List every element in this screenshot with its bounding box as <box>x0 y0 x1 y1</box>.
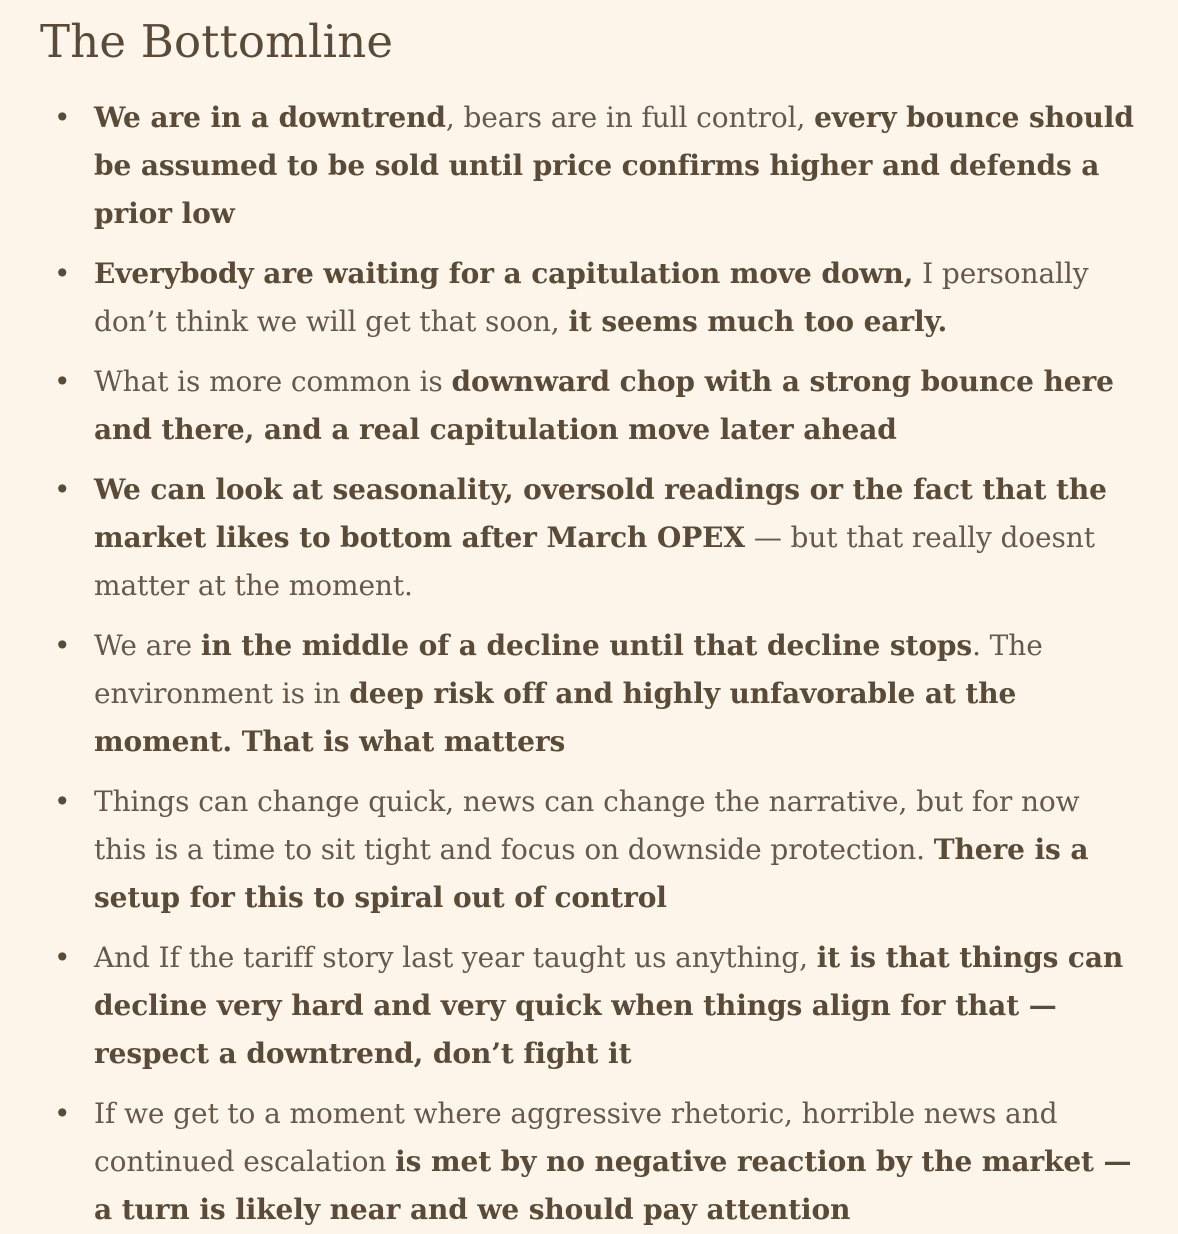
bullet-dot-icon: • <box>54 101 71 134</box>
bold-text-segment: We can look at seasonality, oversold readings or the fact that the market likes to bottom after March OPEX <box>94 473 1107 554</box>
bold-text-segment: in the middle of a decline until that decline stops <box>200 629 973 662</box>
page-title: The Bottomline <box>40 15 394 68</box>
text-segment: — but that really doesnt matter at the moment. <box>94 521 1095 602</box>
list-item <box>40 934 1138 1078</box>
list-item <box>40 778 1138 922</box>
bold-text-segment: every bounce should be assumed to be sold until price confirms higher and defends a prior low <box>94 101 1134 230</box>
bullet-dot-icon: • <box>54 365 71 398</box>
bold-text-segment: There is a setup for this to spiral out of control <box>94 833 1089 914</box>
bullet-dot-icon: • <box>54 785 71 818</box>
bullet-dot-icon: • <box>54 941 71 974</box>
bold-text-segment: it is that things can decline very hard and very quick when things align for that — respect a downtrend, don’t fight it <box>94 941 1124 1070</box>
list-item <box>40 1090 1138 1234</box>
bullet-dot-icon: • <box>54 629 71 662</box>
bold-text-segment: deep risk off and highly unfavorable at the moment. That is what matters <box>94 677 1017 758</box>
text-segment: If we get to a moment where aggressive rhetoric, horrible news and continued escalation <box>94 1097 1058 1178</box>
bold-text-segment: downward chop with a strong bounce here and there, and a real capitulation move later ahead <box>94 365 1114 446</box>
text-segment: I personally don’t think we will get that soon, <box>94 257 1089 338</box>
bullet-dot-icon: • <box>54 1097 71 1130</box>
bullet-dot-icon: • <box>54 257 71 290</box>
list-item <box>40 466 1138 610</box>
bold-text-segment: We are in a downtrend <box>94 101 446 134</box>
text-segment: . The environment is in <box>94 629 1043 710</box>
text-segment: And If the tariff story last year taught us anything, <box>94 941 817 974</box>
text-segment: , bears are in full control, <box>445 101 815 134</box>
list-item <box>40 358 1138 454</box>
text-segment: Things can change quick, news can change the narrative, but for now this is a time to sit tight and focus on downside protection. <box>94 785 1080 866</box>
bottomline-list <box>40 94 1138 1234</box>
list-item <box>40 94 1138 238</box>
bold-text-segment: it seems much too early. <box>568 305 948 338</box>
bold-text-segment: is met by no negative reaction by the market — a turn is likely near and we should pay attention <box>94 1145 1132 1226</box>
list-item <box>40 250 1138 346</box>
list-item <box>40 622 1138 766</box>
text-segment: What is more common is <box>94 365 452 398</box>
bullet-dot-icon: • <box>54 473 71 506</box>
bold-text-segment: Everybody are waiting for a capitulation move down, <box>94 257 914 290</box>
text-segment: We are <box>94 629 201 662</box>
